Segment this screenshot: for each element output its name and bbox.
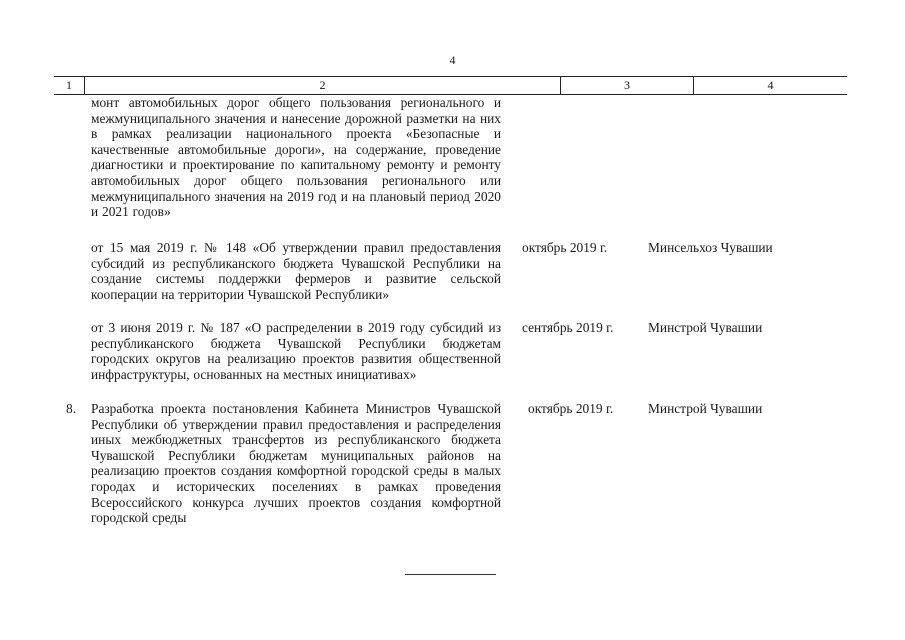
row-1-text: монт автомобильных дорог общего пользования регионального и межмуниципального значения и нанесение дорожной разметки на них в рамках реализации национального проекта «Безопасные и качественные автомобильные дороги», на содержание, проведение диагностики и проектирование по капитальному ремонту и ремонту автомобильных дорог общего пользования регионального или межмуниципального значения на 2019 год и на плановый период 2020 и 2021 годов» [91,95,501,220]
page-number: 4 [449,53,456,67]
row-3-text: от 3 июня 2019 г. № 187 «О распределении в 2019 году субсидий из республиканского бюджета Чувашской Республики бюджетам городских округов на реализацию проектов развития общественной инфраструктуры, основанных на местных инициативах» [91,320,501,382]
row-4-text: Разработка проекта постановления Кабинета Министров Чувашской Республики об утверждении правил предоставления и распределения иных межбюджетных трансфертов из республиканского бюджета Чувашской Республики бюджетам муниципальных районов на реализацию проектов создания комфортной городской среды в малых городах и исторических поселениях в рамках проведения Всероссийского конкурса лучших проектов создания комфортной городской среды [91,401,501,526]
row-2-date: октябрь 2019 г. [522,240,608,255]
row-2-text: от 15 мая 2019 г. № 148 «Об утверждении правил предоставления субсидий из республиканского бюджета Чувашской Республики на создание системы поддержки фермеров и развитие сельской кооперации на территории Чувашской Республики» [91,240,501,302]
row-4-date: октябрь 2019 г. [528,401,614,416]
header-col-4: 4 [693,77,847,94]
row-2-org: Минсельхоз Чувашии [648,240,773,255]
row-4-number: 8. [66,401,77,416]
row-3-date: сентябрь 2019 г. [522,320,614,335]
table-header [54,76,847,95]
end-separator-line [405,574,496,575]
header-col-2: 2 [84,77,560,94]
header-col-3: 3 [560,77,693,94]
row-3-org: Минстрой Чувашии [648,320,763,335]
row-4-org: Минстрой Чувашии [648,401,763,416]
header-col-1: 1 [66,78,72,92]
